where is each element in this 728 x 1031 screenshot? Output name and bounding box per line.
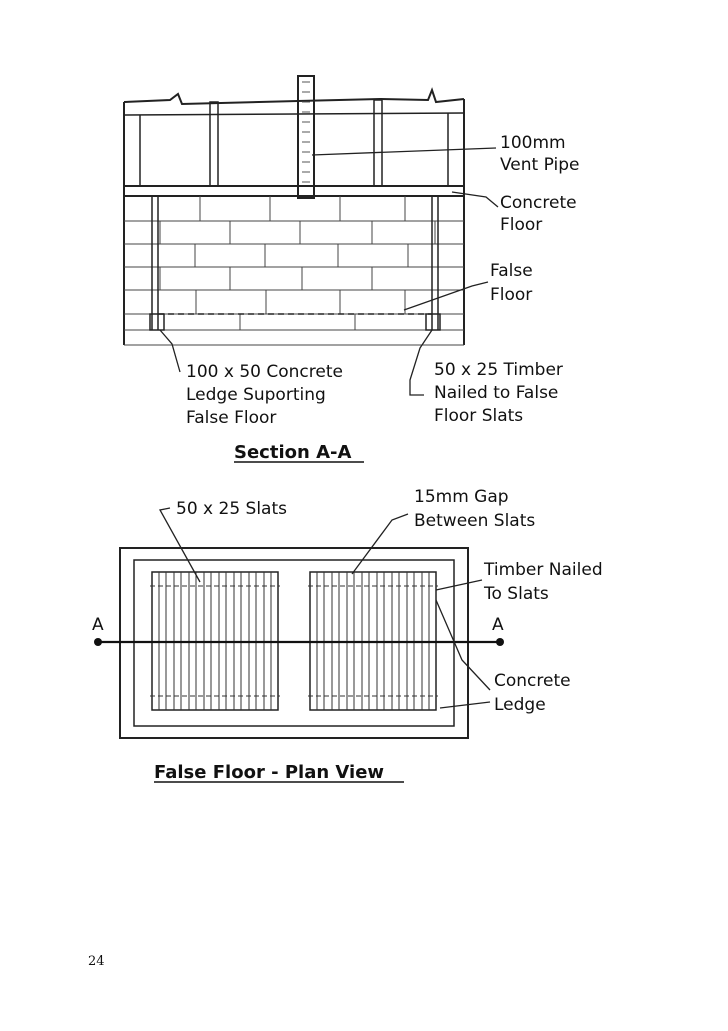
concrete-ledge-label: 100 x 50 Concrete Ledge Suporting False Floor: [186, 362, 343, 428]
section-title: Section A-A: [234, 442, 352, 463]
slats-label: 50 x 25 Slats: [176, 499, 287, 519]
section-drawing: [124, 76, 464, 345]
timber-label: 50 x 25 Timber Nailed to False Floor Slats: [434, 360, 563, 426]
concrete-ledge-plan-label: Concrete Ledge: [494, 671, 571, 715]
section-marker-left: A: [92, 615, 104, 635]
vent-pipe-label: 100mm Vent Pipe: [500, 133, 580, 175]
gap-label: 15mm Gap Between Slats: [414, 487, 536, 531]
concrete-floor-label: Concrete Floor: [500, 193, 577, 235]
page-number: 24: [88, 954, 105, 969]
plan-drawing: [94, 548, 504, 738]
plan-title: False Floor - Plan View: [154, 762, 385, 783]
timber-nailed-label: Timber Nailed To Slats: [484, 560, 603, 604]
plan-leader-lines: [160, 508, 490, 708]
section-marker-right: A: [492, 615, 504, 635]
false-floor-label: False Floor: [490, 261, 533, 305]
